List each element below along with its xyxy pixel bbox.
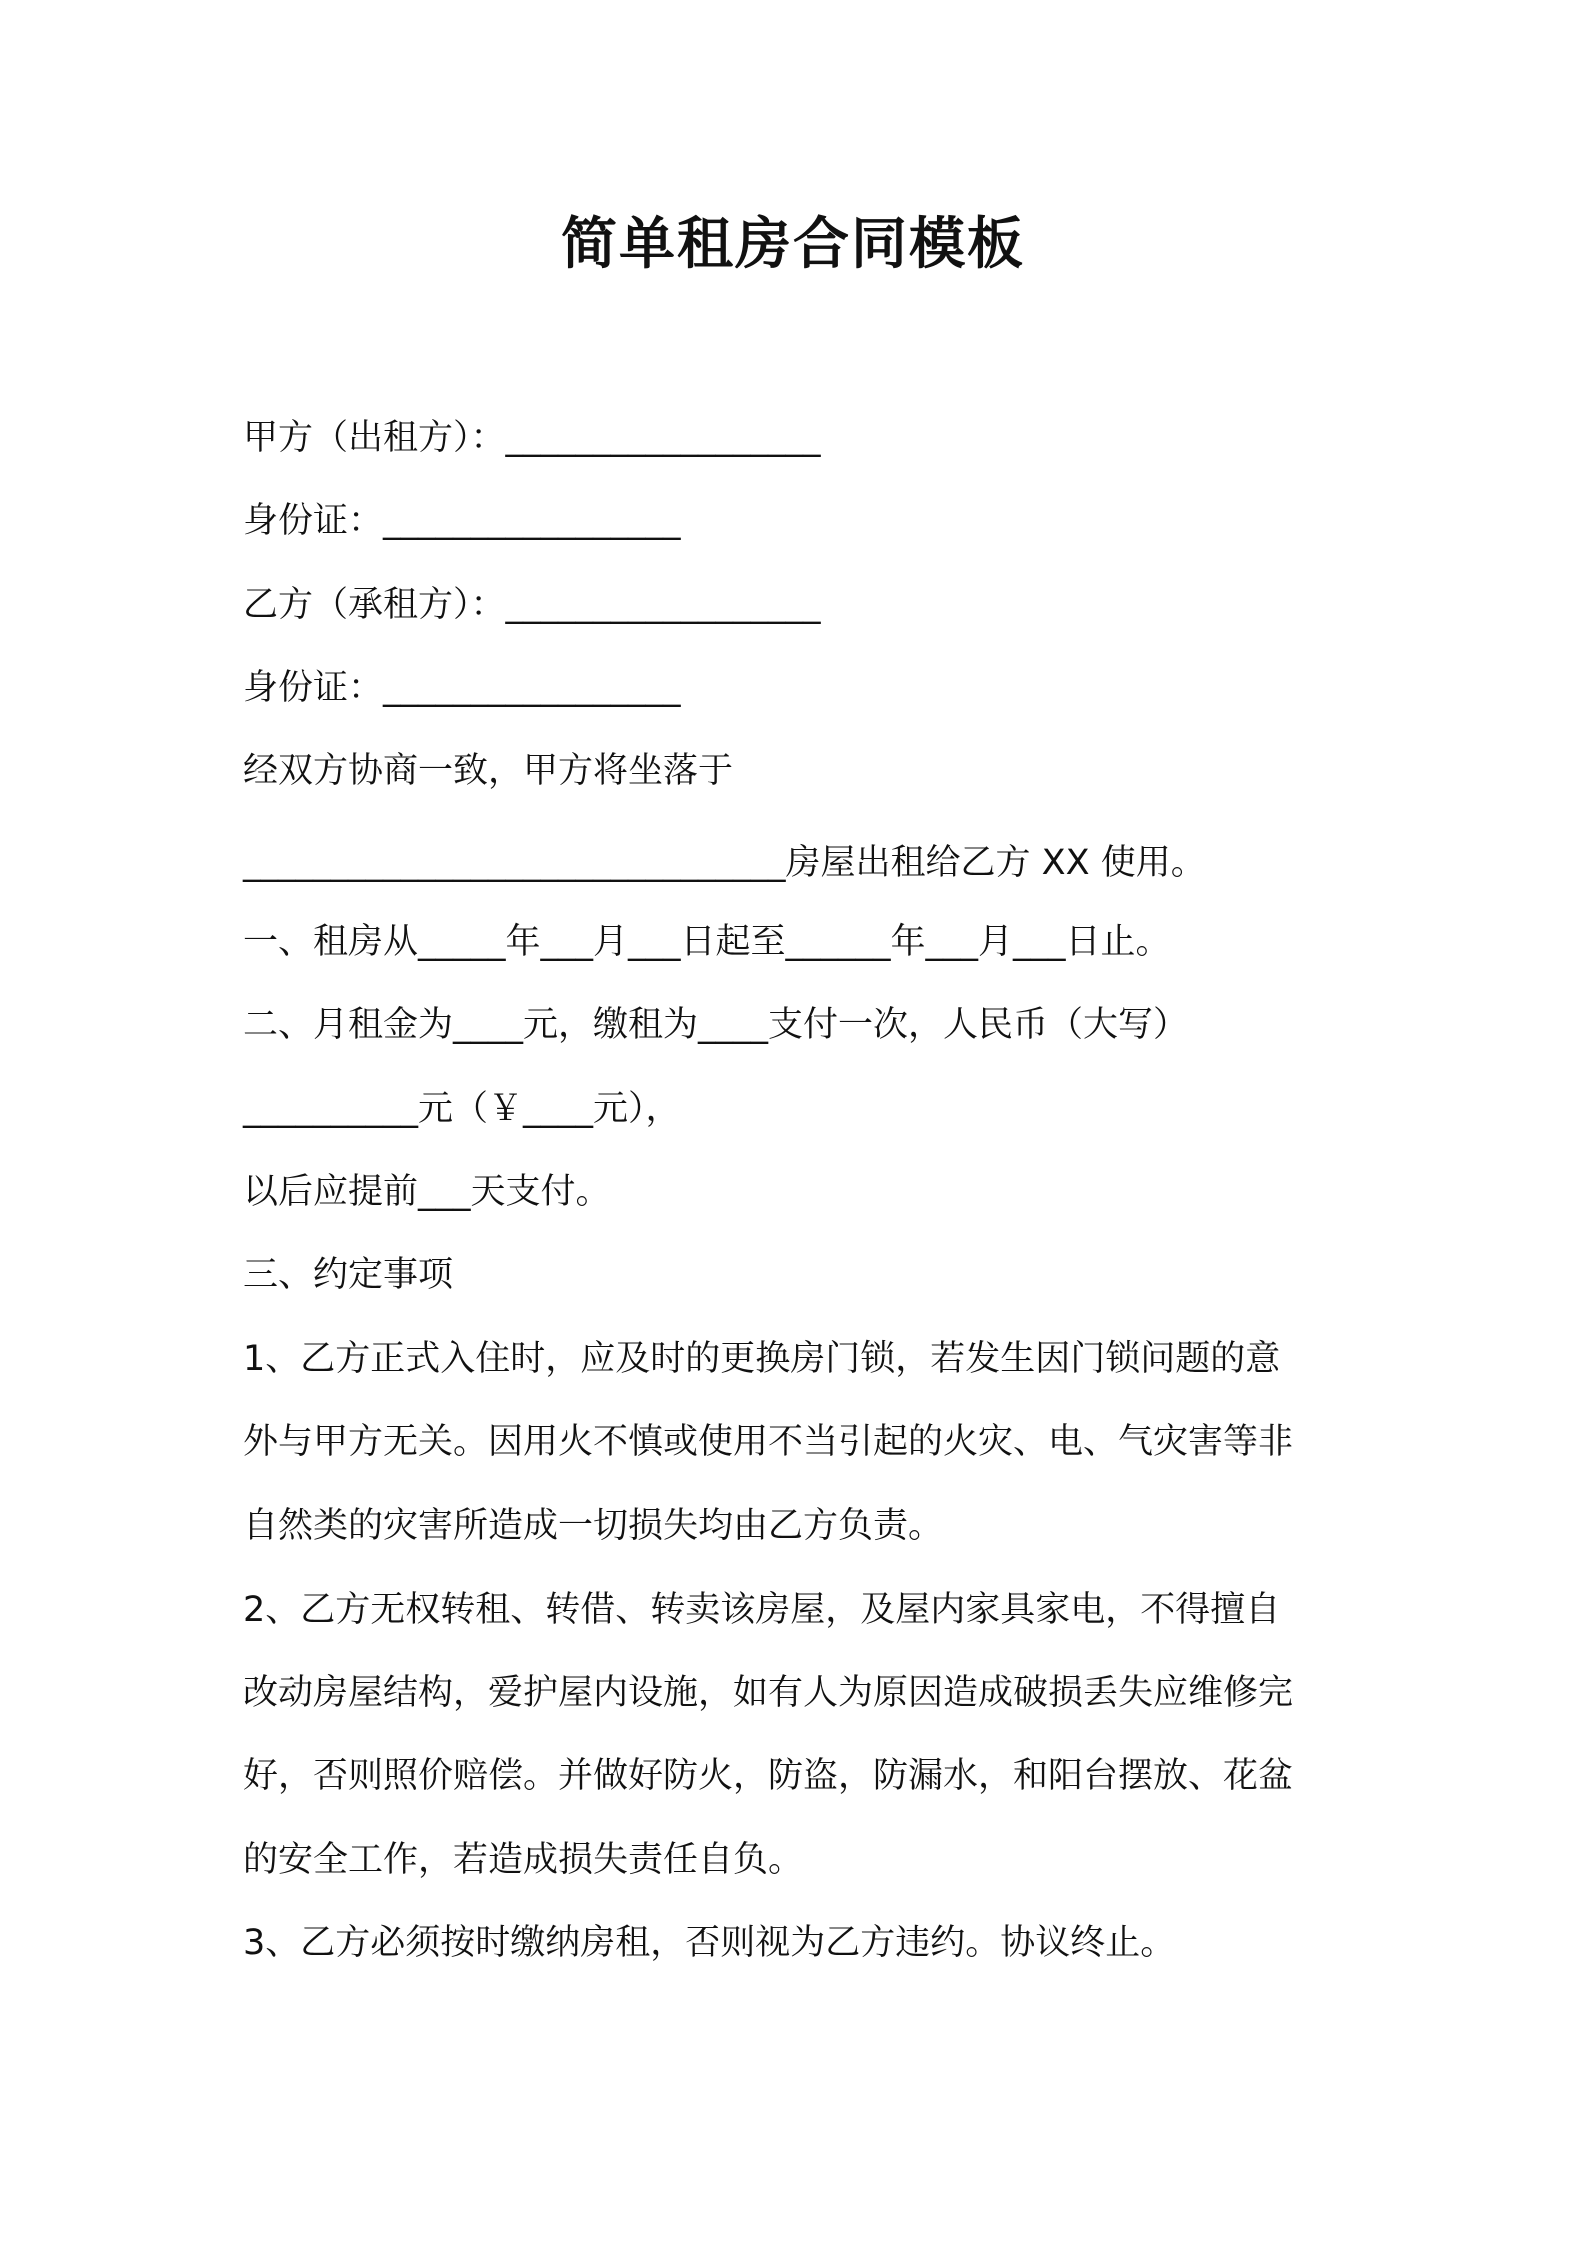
party-a-line: 甲方（出租方）：__________________ xyxy=(243,418,821,458)
party-b-id-line: 身份证：_________________ xyxy=(243,668,681,708)
item-1-line-3: 自然类的灾害所造成一切损失均由乙方负责。 xyxy=(243,1506,944,1546)
party-b-line: 乙方（承租方）：__________________ xyxy=(243,585,821,625)
section-3-heading: 三、约定事项 xyxy=(243,1255,454,1295)
item-2-line-4: 的安全工作，若造成损失责任自负。 xyxy=(243,1840,804,1880)
item-3-line-1: 3、乙方必须按时缴纳房租，否则视为乙方违约。协议终止。 xyxy=(243,1923,1176,1963)
item-1-line-2: 外与甲方无关。因用火不慎或使用不当引起的火灾、电、气灾害等非 xyxy=(243,1422,1294,1462)
party-a-id-line: 身份证：_________________ xyxy=(243,501,681,541)
item-2-line-1: 2、乙方无权转租、转借、转卖该房屋，及屋内家具家电，不得擅自 xyxy=(243,1590,1281,1630)
property-address-line: _______________________________房屋出租给乙方 XX 使用。 xyxy=(243,843,1206,883)
clause-2-payment-notice: 以后应提前___天支付。 xyxy=(243,1172,611,1212)
item-2-line-3: 好，否则照价赔偿。并做好防火，防盗，防漏水，和阳台摆放、花盆 xyxy=(243,1756,1294,1796)
item-2-line-2: 改动房屋结构，爱护屋内设施，如有人为原因造成破损丢失应维修完 xyxy=(243,1673,1294,1713)
clause-1-term: 一、租房从_____年___月___日起至______年___月___日止。 xyxy=(243,922,1171,962)
clause-2-rent: 二、月租金为____元，缴租为____支付一次，人民币（大写） xyxy=(243,1005,1189,1045)
clause-2-rent-amount: __________元（￥____元）， xyxy=(243,1089,681,1129)
agreement-intro-line: 经双方协商一致，甲方将坐落于 xyxy=(243,751,734,791)
document-title: 简单租房合同模板 xyxy=(561,212,1025,277)
item-1-line-1: 1、乙方正式入住时，应及时的更换房门锁，若发生因门锁问题的意 xyxy=(243,1339,1281,1379)
